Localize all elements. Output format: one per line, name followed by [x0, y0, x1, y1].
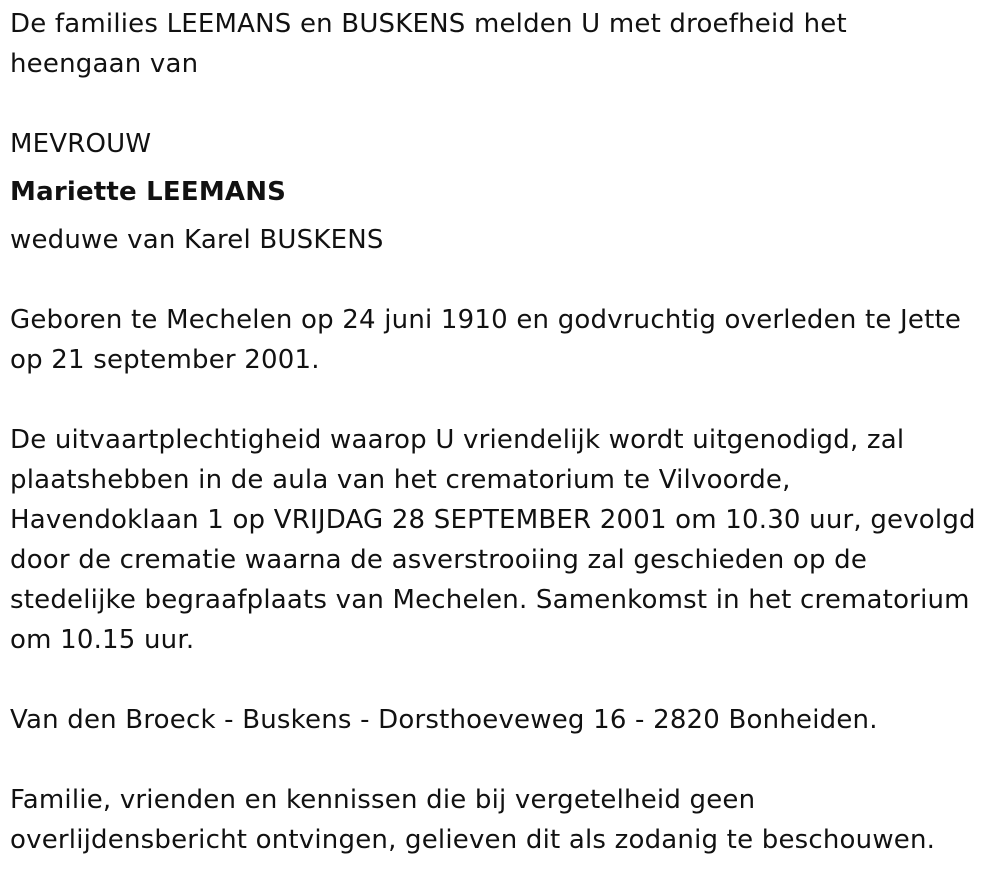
person-title: MEVROUW [10, 129, 152, 159]
intro-paragraph [10, 4, 990, 84]
closing-paragraph [10, 780, 990, 860]
person-block [10, 124, 990, 260]
birth-death-paragraph [10, 300, 990, 380]
closing-line-2: overlijdensbericht ontvingen, gelieven dit als zodanig te beschouwen. [10, 825, 936, 855]
birth-death-line-1: Geboren te Mechelen op 24 juni 1910 en godvruchtig overleden te Jette [10, 305, 962, 335]
spacer [10, 164, 990, 172]
intro-line-1: De families LEEMANS en BUSKENS melden U met droefheid het [10, 9, 847, 39]
ceremony-line-5: stedelijke begraafplaats van Mechelen. Samenkomst in het crematorium [10, 585, 970, 615]
ceremony-line-1: De uitvaartplechtigheid waarop U vriendelijk wordt uitgenodigd, zal [10, 425, 905, 455]
ceremony-paragraph [10, 420, 990, 660]
spacer [10, 260, 990, 300]
spacer [10, 380, 990, 420]
closing-line-1: Familie, vrienden en kennissen die bij vergetelheid geen [10, 785, 756, 815]
ceremony-line-2: plaatshebben in de aula van het crematorium te Vilvoorde, [10, 465, 791, 495]
spacer [10, 740, 990, 780]
spacer [10, 84, 990, 124]
person-relation: weduwe van Karel BUSKENS [10, 225, 384, 255]
intro-line-2: heengaan van [10, 49, 199, 79]
spacer [10, 212, 990, 220]
ceremony-line-3: Havendoklaan 1 op VRIJDAG 28 SEPTEMBER 2001 om 10.30 uur, gevolgd [10, 505, 976, 535]
ceremony-line-6: om 10.15 uur. [10, 625, 195, 655]
address-paragraph [10, 700, 990, 740]
birth-death-line-2: op 21 september 2001. [10, 345, 320, 375]
spacer [10, 660, 990, 700]
address-line-1: Van den Broeck - Buskens - Dorsthoeveweg 16 - 2820 Bonheiden. [10, 705, 878, 735]
person-name: Mariette LEEMANS [10, 177, 287, 207]
ceremony-line-4: door de crematie waarna de asverstrooiing zal geschieden op de [10, 545, 868, 575]
